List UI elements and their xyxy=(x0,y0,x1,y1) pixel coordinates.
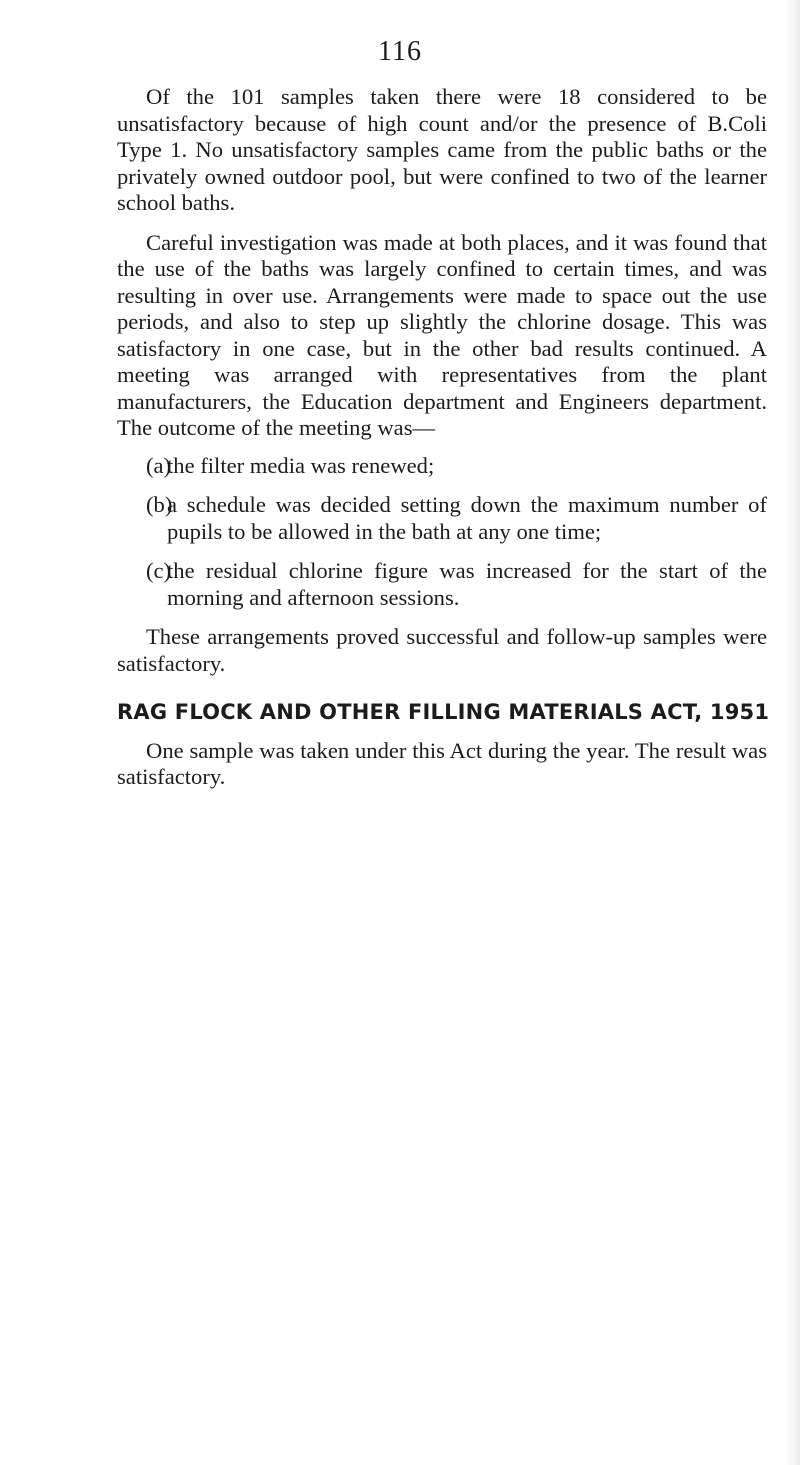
list-marker: (c) xyxy=(146,558,172,583)
paragraph-investigation: Careful investigation was made at both places, and it was found that the use of the baths was largely confined to certain times, and was resulting in over use. Arrangements were made to space out the use periods, and also to step up slightly the chlorine dosage. This was satisfactory in one case, but in the other bad results continued. A meeting was arranged with representatives from the plant manufacturers, the Education department and Engineers department. The outcome of the meeting was— xyxy=(117,229,767,440)
section-heading-rag-flock-act: RAG FLOCK AND OTHER FILLING MATERIALS ACT, 1951 xyxy=(117,700,770,724)
page-edge-shadow xyxy=(786,0,800,1465)
paragraph-unsatisfactory-samples: Of the 101 samples taken there were 18 considered to be unsatisfactory because of high count and/or the presence of B.Coli Type 1. No unsatisfactory samples came from the public baths or the privately owned outdoor pool, but were confined to two of the learner school baths. xyxy=(117,84,767,215)
list-item xyxy=(117,492,767,545)
list-item-text: the residual chlorine figure was increased for the start of the morning and afternoon sessions. xyxy=(167,558,767,610)
list-marker: (a) xyxy=(146,452,172,478)
list-item xyxy=(117,558,767,611)
page-number: 116 xyxy=(378,36,422,67)
list-item xyxy=(117,453,767,480)
paragraph-arrangements-result: These arrangements proved successful and follow-up samples were satisfactory. xyxy=(117,624,767,676)
paragraph-rag-flock-result: One sample was taken under this Act during the year. The result was satisfactory. xyxy=(117,737,767,789)
list-item-text: a schedule was decided setting down the maximum number of pupils to be allowed in the bath at any one time; xyxy=(167,492,767,544)
meeting-outcome-list xyxy=(117,453,767,612)
list-marker: (b) xyxy=(146,492,173,517)
list-item-text: the filter media was renewed; xyxy=(167,452,435,478)
page-body xyxy=(117,84,770,791)
